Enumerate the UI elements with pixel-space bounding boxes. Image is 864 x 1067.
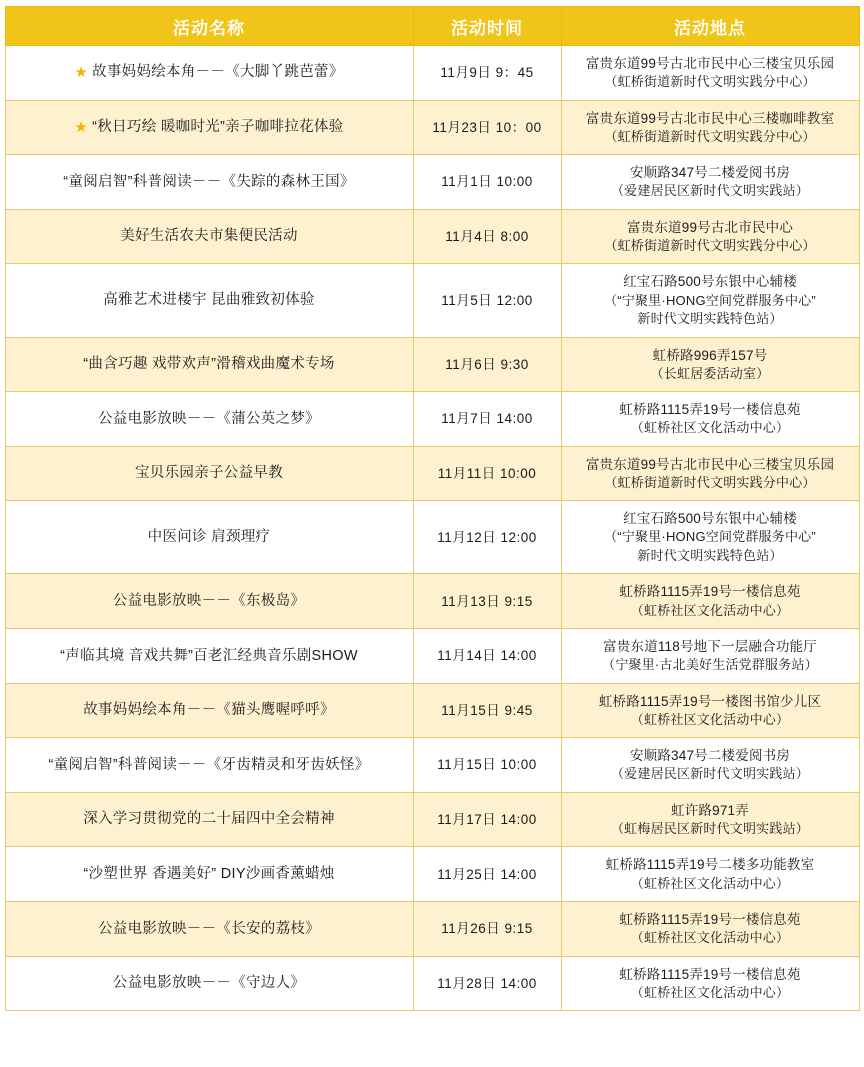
- header-row: [5, 7, 859, 46]
- activity-name-text: 美好生活农夫市集便民活动: [120, 228, 298, 245]
- place-line: 富贵东道99号古北市民中心三楼宝贝乐园: [585, 456, 835, 472]
- place-line: 红宝石路500号东银中心辅楼: [623, 511, 797, 527]
- place-line: （“宁聚里·HONG空间党群服务中心”: [604, 292, 816, 308]
- activity-name-text: 宝贝乐园亲子公益早教: [135, 465, 283, 482]
- table-body: [5, 46, 859, 1011]
- star-icon: ★: [74, 118, 89, 136]
- cell-activity-place: [561, 792, 859, 847]
- cell-activity-place: [561, 629, 859, 684]
- table-row: [5, 847, 859, 902]
- table-row: [5, 209, 859, 264]
- activity-name-text: 高雅艺术进楼宇 昆曲雅致初体验: [103, 292, 315, 309]
- cell-activity-time: 11月1日 10:00: [413, 155, 561, 210]
- cell-activity-time: 11月17日 14:00: [413, 792, 561, 847]
- cell-activity-place: [561, 847, 859, 902]
- place-line: 新时代文明实践特色站）: [637, 547, 783, 563]
- cell-activity-time: 11月5日 12:00: [413, 264, 561, 337]
- activity-table: [5, 6, 860, 1011]
- table-row: [5, 574, 859, 629]
- cell-activity-name: [5, 902, 413, 957]
- activity-name-text: “沙塑世界 香遇美好” DIY沙画香薰蜡烛: [83, 865, 335, 882]
- cell-activity-place: [561, 264, 859, 337]
- place-line: （虹桥社区文化活动中心）: [630, 602, 790, 618]
- column-header-name: 活动名称: [5, 7, 413, 46]
- activity-name-text: “童阅启智”科普阅读－－《牙齿精灵和牙齿妖怪》: [48, 756, 370, 773]
- place-line: （虹桥社区文化活动中心）: [630, 930, 790, 946]
- table-row: [5, 501, 859, 574]
- place-line: （宁聚里·古北美好生活党群服务站）: [602, 657, 818, 673]
- table-row: [5, 337, 859, 392]
- place-line: 虹桥路1115弄19号一楼信息苑: [619, 966, 801, 982]
- cell-activity-place: [561, 209, 859, 264]
- place-line: 虹桥路1115弄19号一楼信息苑: [619, 584, 801, 600]
- activity-name-text: 深入学习贯彻党的二十届四中全会精神: [83, 811, 335, 828]
- table-row: [5, 629, 859, 684]
- place-line: （爱建居民区新时代文明实践站）: [610, 766, 809, 782]
- table-row: [5, 902, 859, 957]
- cell-activity-place: [561, 100, 859, 155]
- cell-activity-name: [5, 446, 413, 501]
- cell-activity-time: 11月15日 9:45: [413, 683, 561, 738]
- place-line: （虹桥街道新时代文明实践分中心）: [604, 74, 816, 90]
- table-row: [5, 392, 859, 447]
- table-row: [5, 100, 859, 155]
- cell-activity-name: [5, 629, 413, 684]
- star-icon: ★: [74, 64, 89, 82]
- place-line: 富贵东道99号古北市民中心: [626, 219, 794, 235]
- place-line: 虹桥路1115弄19号一楼信息苑: [619, 912, 801, 928]
- cell-activity-name: [5, 847, 413, 902]
- column-header-time: 活动时间: [413, 7, 561, 46]
- table-row: [5, 446, 859, 501]
- place-line: 新时代文明实践特色站）: [637, 311, 783, 327]
- place-line: 安顺路347号二楼爱阅书房: [629, 748, 791, 764]
- place-line: （虹桥街道新时代文明实践分中心）: [604, 474, 816, 490]
- activity-name-text: “曲含巧趣 戏带欢声”滑稽戏曲魔术专场: [83, 356, 335, 373]
- cell-activity-time: 11月15日 10:00: [413, 738, 561, 793]
- cell-activity-name: [5, 209, 413, 264]
- place-line: （虹桥社区文化活动中心）: [630, 420, 790, 436]
- cell-activity-time: 11月11日 10:00: [413, 446, 561, 501]
- column-header-place: 活动地点: [561, 7, 859, 46]
- place-line: （虹梅居民区新时代文明实践站）: [610, 820, 809, 836]
- activity-name-text: 中医问诊 肩颈理疗: [147, 529, 271, 546]
- cell-activity-place: [561, 46, 859, 101]
- cell-activity-name: [5, 574, 413, 629]
- table-row: [5, 792, 859, 847]
- place-line: （虹桥社区文化活动中心）: [630, 711, 790, 727]
- place-line: 红宝石路500号东银中心辅楼: [623, 274, 797, 290]
- place-line: 富贵东道99号古北市民中心三楼咖啡教室: [585, 110, 835, 126]
- place-line: （长虹居委活动室）: [650, 365, 770, 381]
- cell-activity-time: 11月12日 12:00: [413, 501, 561, 574]
- cell-activity-time: 11月4日 8:00: [413, 209, 561, 264]
- place-line: （虹桥社区文化活动中心）: [630, 875, 790, 891]
- cell-activity-place: [561, 902, 859, 957]
- table-header: [5, 7, 859, 46]
- cell-activity-place: [561, 155, 859, 210]
- cell-activity-place: [561, 683, 859, 738]
- cell-activity-place: [561, 392, 859, 447]
- activity-name-text: 故事妈妈绘本角－－《大脚丫跳芭蕾》: [92, 64, 344, 81]
- table-row: [5, 264, 859, 337]
- cell-activity-name: [5, 956, 413, 1011]
- cell-activity-name: [5, 392, 413, 447]
- cell-activity-time: 11月13日 9:15: [413, 574, 561, 629]
- cell-activity-name: [5, 683, 413, 738]
- place-line: （虹桥街道新时代文明实践分中心）: [604, 128, 816, 144]
- cell-activity-name: [5, 501, 413, 574]
- place-line: 安顺路347号二楼爱阅书房: [629, 165, 791, 181]
- place-line: 虹桥路996弄157号: [652, 347, 768, 363]
- place-line: 虹桥路1115弄19号二楼多功能教室: [605, 857, 815, 873]
- activity-name-text: 公益电影放映－－《长安的荔枝》: [98, 920, 320, 937]
- activity-name-text: “童阅启智”科普阅读－－《失踪的森林王国》: [63, 173, 355, 190]
- table-row: [5, 956, 859, 1011]
- cell-activity-place: [561, 738, 859, 793]
- place-line: 虹许路971弄: [671, 802, 749, 818]
- table-row: [5, 155, 859, 210]
- cell-activity-name: [5, 46, 413, 101]
- cell-activity-time: 11月14日 14:00: [413, 629, 561, 684]
- cell-activity-name: [5, 738, 413, 793]
- place-line: 富贵东道99号古北市民中心三楼宝贝乐园: [585, 56, 835, 71]
- place-line: （爱建居民区新时代文明实践站）: [610, 183, 809, 199]
- cell-activity-name: [5, 155, 413, 210]
- table-row: [5, 46, 859, 101]
- place-line: （虹桥街道新时代文明实践分中心）: [604, 237, 816, 253]
- place-line: （“宁聚里·HONG空间党群服务中心”: [604, 529, 816, 545]
- cell-activity-time: 11月25日 14:00: [413, 847, 561, 902]
- cell-activity-place: [561, 501, 859, 574]
- cell-activity-place: [561, 446, 859, 501]
- activity-name-text: “声临其境 音戏共舞”百老汇经典音乐剧SHOW: [60, 647, 358, 664]
- table-row: [5, 738, 859, 793]
- cell-activity-name: [5, 337, 413, 392]
- cell-activity-name: [5, 264, 413, 337]
- activity-name-text: 公益电影放映－－《蒲公英之梦》: [98, 410, 320, 427]
- cell-activity-time: 11月9日 9：45: [413, 46, 561, 101]
- place-line: 虹桥路1115弄19号一楼图书馆少儿区: [598, 693, 822, 709]
- place-line: （虹桥社区文化活动中心）: [630, 984, 790, 1000]
- cell-activity-time: 11月23日 10：00: [413, 100, 561, 155]
- activity-name-text: 公益电影放映－－《守边人》: [112, 975, 306, 992]
- place-line: 富贵东道118号地下一层融合功能厅: [603, 639, 817, 654]
- cell-activity-time: 11月26日 9:15: [413, 902, 561, 957]
- cell-activity-name: [5, 100, 413, 155]
- place-line: 虹桥路1115弄19号一楼信息苑: [619, 402, 801, 418]
- cell-activity-place: [561, 337, 859, 392]
- cell-activity-time: 11月6日 9:30: [413, 337, 561, 392]
- activity-name-text: 故事妈妈绘本角－－《猫头鹰喔呼呼》: [83, 702, 335, 719]
- cell-activity-time: 11月7日 14:00: [413, 392, 561, 447]
- cell-activity-time: 11月28日 14:00: [413, 956, 561, 1011]
- cell-activity-place: [561, 574, 859, 629]
- cell-activity-place: [561, 956, 859, 1011]
- activity-name-text: “秋日巧绘 暖咖时光”亲子咖啡拉花体验: [92, 118, 344, 135]
- activity-name-text: 公益电影放映－－《东极岛》: [112, 592, 306, 609]
- table-row: [5, 683, 859, 738]
- cell-activity-name: [5, 792, 413, 847]
